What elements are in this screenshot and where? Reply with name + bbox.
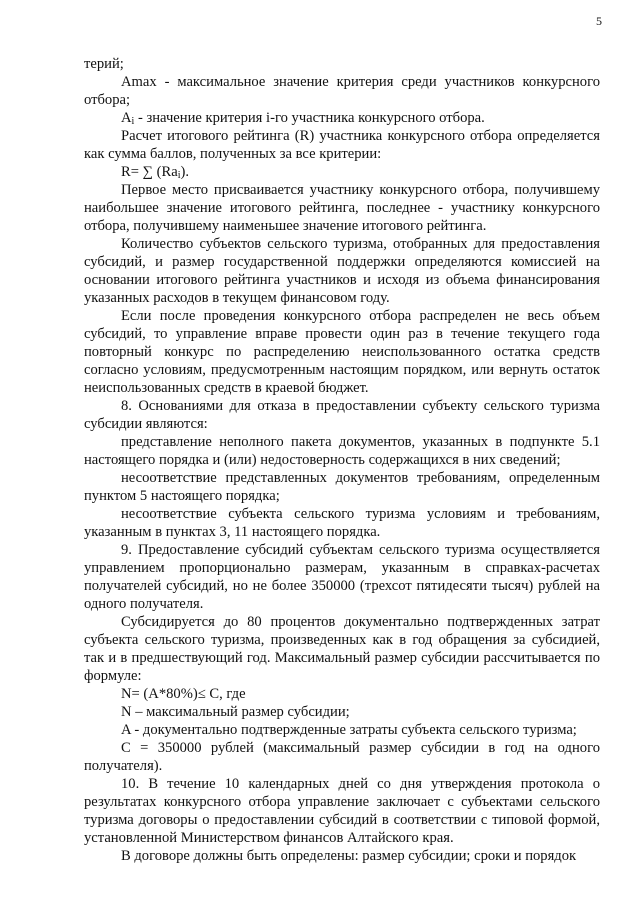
subscript: i [131,116,135,127]
paragraph [84,109,600,127]
formula: N= (A*80%)≤ C, где [121,686,246,702]
paragraph: 10. В течение 10 календарных дней со дня утверждения протокола о результатах конкурсного отбора управление заключает с субъектами сельского туризма договоры о предоставлении субсидий в соответствии с типовой формой, установленной Министерством финансов Алтайского края. [84,776,600,846]
formula-text: R= ∑ (Ra [121,164,178,180]
paragraph: C = 350000 рублей (максимальный размер субсидии в год на одного получателя). [84,740,600,774]
formula [84,163,600,181]
paragraph: представление неполного пакета документов, указанных в подпункте 5.1 настоящего порядка и (или) недостоверность содержащихся в них сведений; [84,434,600,468]
document-body [84,55,600,865]
formula-symbol: A [121,110,132,126]
paragraph: терий; [84,56,124,72]
paragraph: A - документально подтвержденные затраты субъекта сельского туризма; [121,722,577,738]
paragraph: несоответствие представленных документов требованиям, определенным пунктом 5 настоящего порядка; [84,470,600,504]
paragraph: В договоре должны быть определены: размер субсидии; сроки и порядок [121,848,577,864]
subscript: i [177,170,181,181]
paragraph: Расчет итогового рейтинга (R) участника конкурсного отбора определяется как сумма баллов, полученных за все критерии: [84,128,600,162]
page-number: 5 [596,14,602,28]
paragraph: N – максимальный размер субсидии; [121,704,350,720]
paragraph: Субсидируется до 80 процентов документально подтвержденных затрат субъекта сельского туризма, произведенных как в год обращения за субсидией, так и в предшествующий год. Максимальный размер субсидии рассчитывается по формуле: [84,614,600,684]
paragraph: Amax - максимальное значение критерия среди участников конкурсного отбора; [84,74,600,108]
paragraph: несоответствие субъекта сельского туризма условиям и требованиям, указанным в пунктах 3, 11 настоящего порядка. [84,506,600,540]
formula-text: ). [180,164,190,180]
paragraph: 8. Основаниями для отказа в предоставлении субъекту сельского туризма субсидии являются: [84,398,600,432]
paragraph: Количество субъектов сельского туризма, отобранных для предоставления субсидий, и размер государственной поддержки определяются комиссией на основании итогового рейтинга участников и исходя из объема финансирования указанных расходов в текущем финансовом году. [84,236,600,306]
paragraph: Первое место присваивается участнику конкурсного отбора, получившему наибольшее значение итогового рейтинга, последнее - участнику конкурсного отбора, получившему наименьшее значение итогового рейтинга. [84,182,600,234]
paragraph: 9. Предоставление субсидий субъектам сельского туризма осуществляется управлением пропорционально размерам, указанным в справках-расчетах получателей субсидий, но не более 350000 (трехсот пятидесяти тысяч) рублей на одного получателя. [84,542,600,612]
paragraph: Если после проведения конкурсного отбора распределен не весь объем субсидий, то управление вправе провести один раз в течение текущего года повторный конкурс по распределению неиспользованного остатка средств согласно условиям, предусмотренным настоящим порядком, или вернуть остаток неиспользованных средств в краевой бюджет. [84,308,600,396]
paragraph-text: - значение критерия i-го участника конкурсного отбора. [134,110,485,126]
